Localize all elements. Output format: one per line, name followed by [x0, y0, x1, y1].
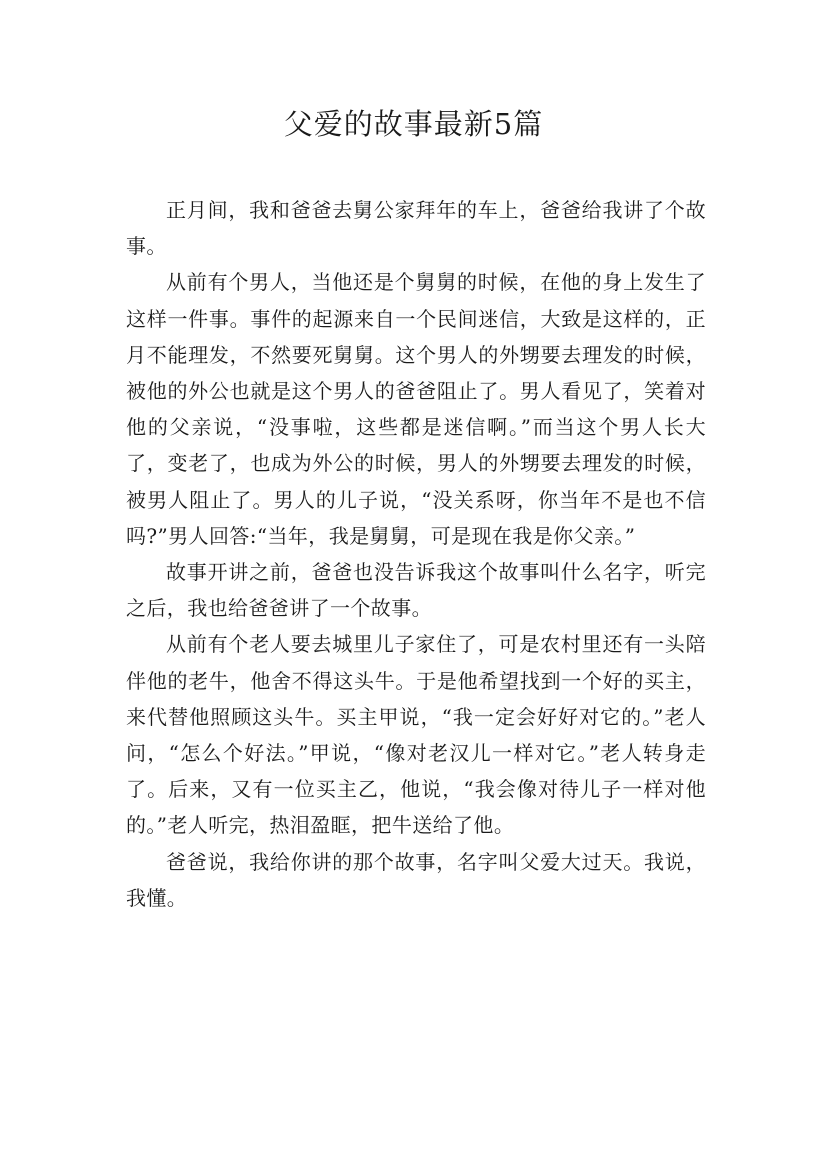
- paragraph-3: 故事开讲之前，爸爸也没告诉我这个故事叫什么名字，听完之后，我也给爸爸讲了一个故事。: [126, 560, 706, 621]
- paragraph-1: 正月间，我和爸爸去舅公家拜年的车上，爸爸给我讲了个故事。: [126, 198, 706, 259]
- document-body: [126, 192, 706, 916]
- paragraph-4: 从前有个老人要去城里儿子家住了，可是农村里还有一头陪伴他的老牛，他舍不得这头牛。于是他希望找到一个好的买主，来代替他照顾这头牛。买主甲说，“我一定会好好对它的。”老人问，“怎么个好法。”甲说，“像对老汉儿一样对它。”老人转身走了。后来，又有一位买主乙，他说，“我会像对待儿子一样对他的。”老人听完，热泪盈眶，把牛送给了他。: [126, 632, 706, 838]
- paragraph-2: 从前有个男人，当他还是个舅舅的时候，在他的身上发生了这样一件事。事件的起源来自一个民间迷信，大致是这样的，正月不能理发，不然要死舅舅。这个男人的外甥要去理发的时候，被他的外公也就是这个男人的爸爸阻止了。男人看见了，笑着对他的父亲说，“没事啦，这些都是迷信啊。”而当这个男人长大了，变老了，也成为外公的时候，男人的外甥要去理发的时候，被男人阻止了。男人的儿子说，“没关系呀，你当年不是也不信吗?”男人回答:“当年，我是舅舅，可是现在我是你父亲。”: [126, 270, 706, 548]
- page-title: 父爱的故事最新5篇: [283, 107, 544, 141]
- paragraph-5: 爸爸说，我给你讲的那个故事，名字叫父爱大过天。我说，我懂。: [126, 849, 706, 910]
